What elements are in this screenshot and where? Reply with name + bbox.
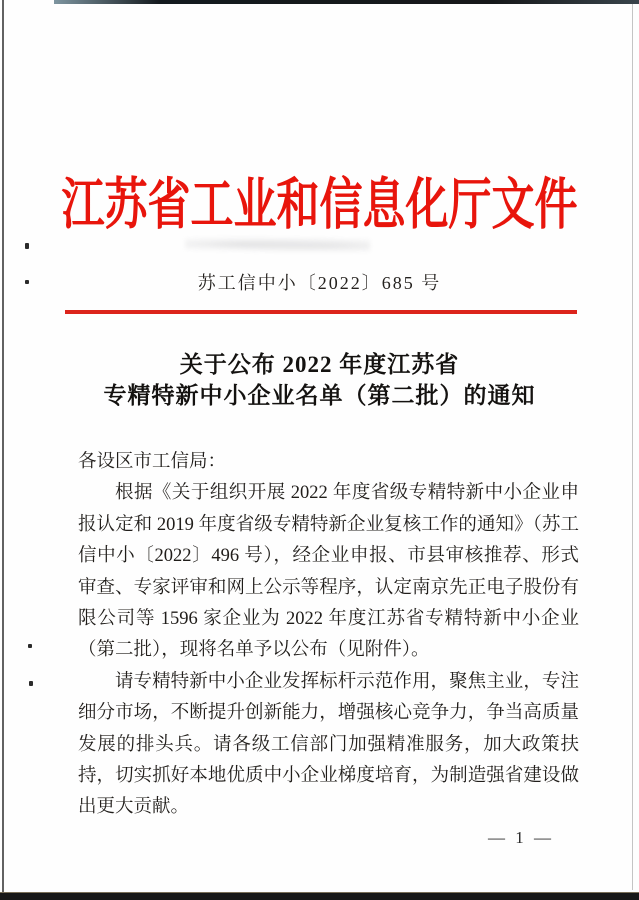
body-paragraph: 请专精特新中小企业发挥标杆示范作用，聚焦主业，专注细分市场，不断提升创新能力，增强核心竞争力，争当高质量发展的排头兵。请各级工信部门加强精准服务，加大政策扶持，切实抓好本地优质中小企业梯度培育，为制造强省建设做出更大贡献。 [78, 671, 579, 818]
document-body [78, 447, 579, 824]
scan-edge-top [54, 0, 639, 4]
red-divider-line [65, 310, 577, 314]
scan-speck [29, 681, 33, 686]
document-reference-number: 苏工信中小〔2022〕685 号 [197, 273, 442, 293]
scan-speck [25, 243, 29, 249]
scan-edge-bottom [0, 892, 639, 900]
scan-speck [28, 644, 32, 648]
document-title-line-1: 关于公布 2022 年度江苏省 [179, 352, 460, 377]
page-number: — 1 — [488, 828, 554, 847]
document-title-line-2: 专精特新中小企业名单（第二批）的通知 [103, 383, 536, 408]
salutation-line: 各设区市工信局： [78, 452, 227, 472]
scan-edge-right [632, 4, 633, 890]
agency-letterhead-title: 江苏省工业和信息化厅文件 [61, 175, 578, 237]
document-title [0, 349, 639, 411]
scan-edge-left [2, 0, 4, 900]
body-paragraph: 根据《关于组织开展 2022 年度省级专精特新中小企业申报认定和 2019 年度省级专精特新企业复核工作的通知》（苏工信中小〔2022〕496 号），经企业申报、市县审核推荐、形式审查、专家评审和网上公示等程序，认定南京先正电子股份有限公司等 1596 家企业为 2022 年度江苏省专精特新中小企业（第二批），现将名单予以公布（见附件）。 [78, 483, 579, 661]
